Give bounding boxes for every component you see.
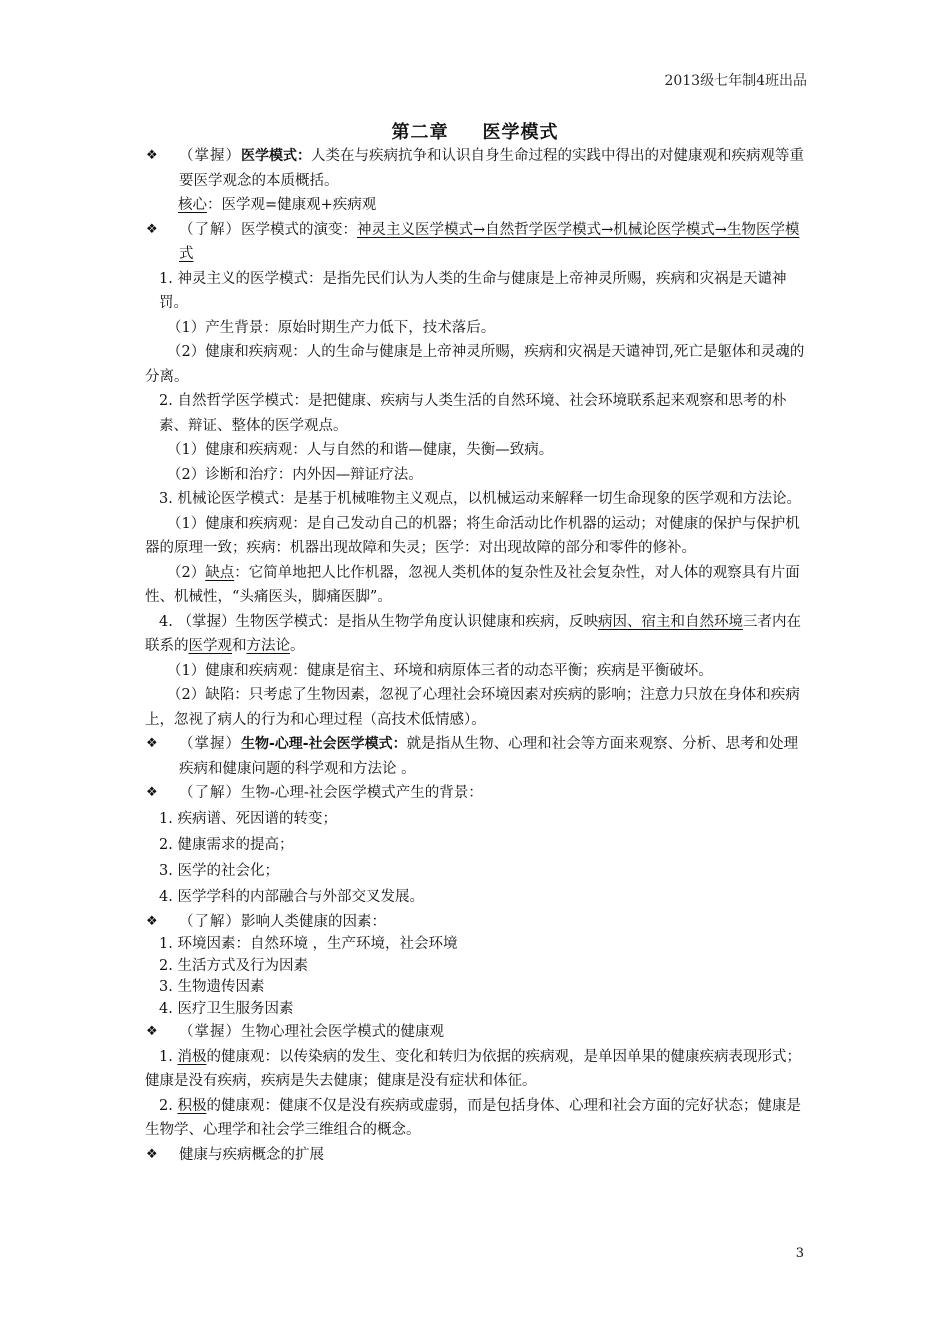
evolution-chain: 神灵主义医学模式→自然哲学医学模式→机械论医学模式→生物医学模式 — [179, 221, 800, 262]
item-text: 的健康观：以传染病的发生、变化和转归为依据的疾病观，是单因单果的健康疾病表现形式；健康是没有疾病，疾病是失去健康；健康是没有症状和体征。 — [145, 1048, 801, 1089]
drawback-label: 缺点 — [205, 564, 235, 581]
bullet-text: 生物心理社会医学模式的健康观 — [241, 1024, 444, 1040]
section-heading: 3. 机械论医学模式：是基于机械唯物主义观点，以机械运动来解释一切生命现象的医学观和方法论。 — [159, 491, 801, 507]
positive-health-view — [145, 1094, 810, 1143]
underlined-term: 病因、宿主和自然环境 — [597, 613, 743, 630]
diamond-bullet-icon: ❖ — [146, 221, 158, 237]
underlined-term: 医学观 — [188, 638, 232, 654]
underlined-term: 消极 — [177, 1048, 207, 1065]
drawback-text: ：它简单地把人比作机器，忽视人类机体的复杂性及社会复杂性，对人体的观察具有片面性、机械性，“头痛医头，脚痛医脚”。 — [145, 564, 800, 605]
core-text: ：医学观=健康观+疾病观 — [207, 197, 377, 213]
bullet-factors — [145, 910, 810, 935]
bullet-health-view — [145, 1020, 810, 1045]
page-header: 2013级七年制4班出品 — [664, 73, 807, 89]
diamond-bullet-icon: ❖ — [146, 1024, 158, 1039]
term: 生物-心理-社会医学模式： — [241, 736, 407, 752]
page-number: 3 — [795, 1246, 804, 1261]
evolution-label: 医学模式的演变： — [241, 221, 357, 238]
paragraph-prefix: （2） — [167, 564, 206, 581]
chapter-title — [0, 118, 950, 144]
paragraph-drawback — [145, 561, 810, 610]
level-tag: （掌握） — [179, 736, 241, 752]
negative-health-view — [145, 1045, 810, 1094]
definition: 就是指从生物、心理和社会等方面来观察、分析、思考和处理疾病和健康问题的科学观和方法论 。 — [179, 736, 799, 777]
diamond-bullet-icon: ❖ — [146, 913, 158, 929]
item-text: 的健康观：健康不仅是没有疾病或虚弱，而是包括身体、心理和社会方面的完好状态；健康是生物学、心理学和社会学三维组合的概念。 — [145, 1097, 801, 1138]
bullet-text: 健康与疾病概念的扩展 — [179, 1146, 324, 1163]
heading-text: 。 — [290, 638, 305, 654]
heading-text: 三者内在联系的 — [145, 613, 801, 654]
list-item: 2. 健康需求的提高； — [159, 836, 294, 853]
chapter-name: 医学模式 — [482, 122, 559, 143]
list-item: 1. 环境因素：自然环境 ，生产环境，社会环境 — [159, 936, 458, 952]
document-body — [145, 144, 810, 1167]
item-number: 1. — [159, 1048, 178, 1065]
level-tag: （了解） — [179, 221, 241, 238]
list-item: 4. 医疗卫生服务因素 — [159, 1000, 294, 1017]
item-number: 2. — [159, 1097, 178, 1114]
definition: 人类在与疾病抗争和认识自身生命过程的实践中得出的对健康观和疾病观等重要医学观念的本质概括。 — [179, 148, 804, 189]
level-tag: （掌握） — [179, 1024, 241, 1040]
list-item: 1. 疾病谱、死因谱的转变； — [159, 810, 337, 827]
list-item: 4. 医学学科的内部融合与外部交叉发展。 — [159, 888, 424, 905]
underlined-term: 积极 — [177, 1097, 207, 1114]
paragraph: （1）健康和疾病观：健康是宿主、环境和病原体三者的动态平衡；疾病是平衡破坏。 — [167, 662, 713, 679]
chapter-number: 第二章 — [391, 122, 449, 143]
core-line — [145, 193, 810, 218]
level-tag: （了解） — [179, 913, 241, 930]
paragraph: （1）产生背景：原始时期生产力低下，技术落后。 — [167, 319, 496, 336]
underlined-term: 方法论 — [246, 638, 290, 654]
bullet-text: 影响人类健康的因素： — [241, 913, 386, 930]
paragraph: （1）健康和疾病观：人与自然的和谐—健康，失衡—致病。 — [167, 442, 554, 458]
list-item: 3. 医学的社会化； — [159, 862, 279, 879]
list-item: 3. 生物遗传因素 — [159, 979, 265, 995]
paragraph: （1）健康和疾病观：是自己发动自己的机器；将生命活动比作机器的运动；对健康的保护与保护机器的原理一致；疾病：机器出现故障和失灵；医学：对出现故障的部分和零件的修补。 — [145, 515, 800, 556]
paragraph: （2）健康和疾病观：人的生命与健康是上帝神灵所赐，疾病和灾祸是天谴神罚,死亡是躯体和灵魂的分离。 — [145, 344, 805, 385]
bullet-evolution — [145, 218, 810, 267]
term: 医学模式： — [241, 148, 311, 164]
bullet-text: 生物-心理-社会医学模式产生的背景： — [241, 785, 483, 801]
heading-text: 4. （掌握）生物医学模式：是指从生物学角度认识健康和疾病，反映 — [159, 613, 598, 630]
diamond-bullet-icon: ❖ — [146, 736, 158, 751]
diamond-bullet-icon: ❖ — [146, 1146, 158, 1162]
level-tag: （了解） — [179, 785, 241, 801]
bullet-background — [145, 781, 810, 806]
bullet-bps-model — [145, 732, 810, 781]
section-heading: 1. 神灵主义的医学模式：是指先民们认为人类的生命与健康是上帝神灵所赐，疾病和灾祸是天谴神罚。 — [159, 270, 787, 311]
core-label: 核心 — [178, 197, 207, 213]
level-tag: （掌握） — [179, 148, 241, 164]
paragraph: （2）诊断和治疗：内外因—辩证疗法。 — [167, 466, 423, 483]
diamond-bullet-icon: ❖ — [146, 148, 158, 163]
bullet-concept-extension — [145, 1143, 810, 1168]
paragraph: （2）缺陷：只考虑了生物因素，忽视了心理社会环境因素对疾病的影响；注意力只放在身体和疾病上，忽视了病人的行为和心理过程（高技术低情感）。 — [145, 687, 800, 728]
section-heading-bio — [145, 610, 810, 659]
list-item: 2. 生活方式及行为因素 — [159, 957, 308, 974]
diamond-bullet-icon: ❖ — [146, 785, 158, 800]
section-heading: 2. 自然哲学医学模式：是把健康、疾病与人类生活的自然环境、社会环境联系起来观察和思考的朴素、辩证、整体的医学观点。 — [159, 393, 787, 434]
heading-text: 和 — [232, 638, 247, 654]
bullet-medical-model — [145, 144, 810, 193]
